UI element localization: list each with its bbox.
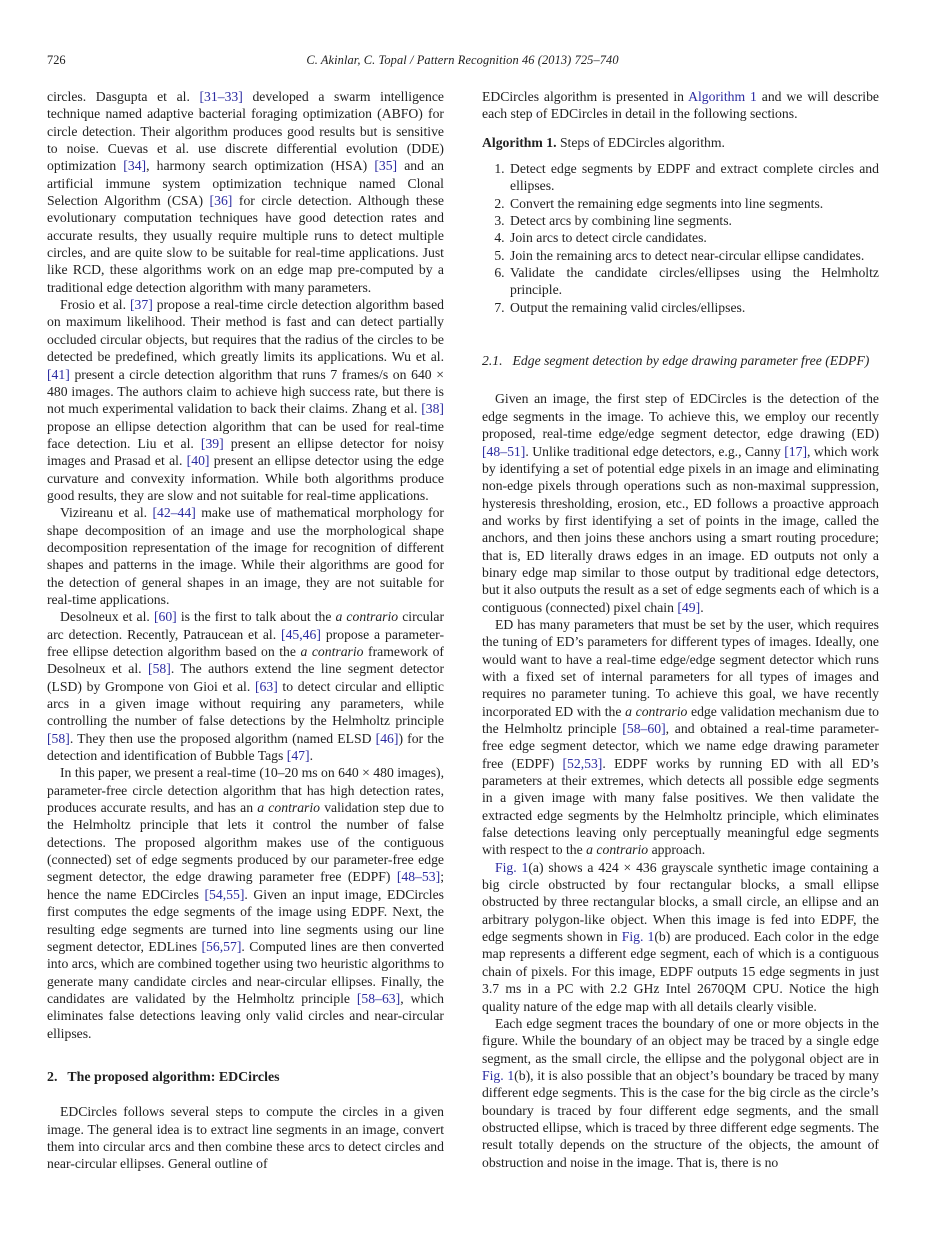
algorithm-step: 1. Detect edge segments by EDPF and extract complete circles and ellipses. <box>508 160 879 195</box>
citation-link[interactable]: [41] <box>47 366 70 382</box>
paragraph: Given an image, the first step of EDCircles is the detection of the edge segments in the image. To achieve this, we employ our recently proposed, real-time edge/edge segment detector, edge drawing (ED) [48–51]. Unlike traditional edge detectors, e.g., Canny [17], which work by identifying a set of potential edge pixels in an image and eliminating non-edge pixels through operations such as non-maximal suppression, hysteresis thresholding, erosion, etc., ED follows a proactive approach and works by first identifying a set of points in the image, called the anchors, and then joins these anchors using a smart routing procedure; that is, ED literally draws edges in an image. ED outputs not only a binary edge map similar to those output by traditional edge detectors, but it also outputs the result as a set of edge segments each of which is a contiguous (connected) pixel chain [49]. <box>482 391 879 615</box>
algorithm-ref-link[interactable]: Algorithm 1 <box>688 89 757 104</box>
paragraph: EDCircles follows several steps to compute the circles in a given image. The general idea is to extract line segments in an image, convert them into circular arcs and then combine these arcs to detect circles and near-circular ellipses. General outline of <box>47 1104 444 1172</box>
paragraph: Frosio et al. [37] propose a real-time circle detection algorithm based on maximum likelihood. Their method is fast and can detect partially occluded circular objects, but requires that the radius of the circles to be detected be predefined, which greatly limits its applications. Wu et al. [41] present a circle detection algorithm that runs 7 frames/s on 640 × 480 images. The authors claim to achieve high success rate, but there is not much experimental validation to back their claims. Zhang et al. [38] propose an ellipse detection algorithm that can be used for real-time face detection. Liu et al. [39] present an ellipse detector for noisy images and Prasad et al. [40] present an ellipse detector using the edge curvature and convexity information. While both algorithms produce good results, they are slow and not suitable for real-time applications. <box>47 297 444 503</box>
paragraph: Fig. 1(a) shows a 424 × 436 grayscale synthetic image containing a big circle obstructed by four rectangular blocks, a small ellipse obstructed by three rectangular blocks, a small circle, an ellipse and an arbitrary polygon-like object. When this image is fed into EDPF, the edge segments shown in Fig. 1(b) are produced. Each color in the edge map represents a different edge segment, each of which is a contiguous chain of pixels. For this image, EDPF outputs 15 edge segments in just 3.7 ms in a PC with 2.2 GHz Intel 2670QM CPU. Notice the high quality nature of the edge map with all details clearly visible. <box>482 859 880 1014</box>
emphasis-text: a contrario <box>335 609 399 625</box>
page-number: 726 <box>47 53 66 67</box>
paragraph: Desolneux et al. [60] is the first to talk about the a contrario circular arc detection. Recently, Patraucean et al. [45,46] propose a parameter-free ellipse detection algorithm based on the a contrario framework of Desolneux et al. [58]. The authors extend the line segment detector (LSD) by Grompone von Gioi et al. [63] to detect circular and elliptic arcs in a given image without requiring any parameters, while controlling the number of false detections by the Helmholtz principle [58]. They then use the proposed algorithm (named ELSD [46]) for the detection and identification of Bubble Tags [47]. <box>47 609 445 764</box>
left-column <box>47 88 444 1173</box>
paragraph: ED has many parameters that must be set by the user, which requires the tuning of ED’s parameters for different types of images. Ideally, one would want to have a real-time edge/edge segment detector which runs with a fixed set of internal parameters for all types of images and requires no parameter tuning. To achieve this goal, we have recently incorporated ED with the a contrario edge validation mechanism due to the Helmholtz principle [58–60], and obtained a real-time parameter-free edge segment detector, which we name edge drawing parameter free (EDPF) [52,53]. EDPF works by running ED with all ED’s parameters at their extremes, which detects all possible edge segments in a given image with many false positives. We then validate the extracted edge segments by the Helmholtz principle, which eliminates false detections leaving only perceptually meaningful edge segments with respect to the a contrario approach. <box>482 616 879 858</box>
subsection-title: Edge segment detection by edge drawing parameter free (EDPF) <box>512 353 870 369</box>
subsection-heading <box>482 352 879 369</box>
subsection-number: 2.1. <box>482 353 503 369</box>
paragraph: Each edge segment traces the boundary of one or more objects in the figure. While the boundary of an object may be traced by a single edge segment, as the small circle, the ellipse and the polygonal object are in Fig. 1(b), it is also possible that an object’s boundary be traced by many different edge segments. This is the case for the big circle as the circle’s boundary is traced by four different edge segments, and the small obstructed ellipse, which is traced by three different edge segments. The result totally depends on the structure of the objects, the amount of obstruction and noise in the image. That is, there is no <box>482 1015 879 1170</box>
section-heading <box>47 1069 444 1086</box>
emphasis-text: a contrario <box>257 800 321 816</box>
algorithm-steps-list <box>482 160 879 316</box>
citation-link[interactable]: [46] <box>375 730 399 746</box>
emphasis-text: a contrario <box>625 703 688 719</box>
citation-link[interactable]: [39] <box>200 435 224 451</box>
paragraph: Vizireanu et al. [42–44] make use of mathematical morphology for shape decomposition of an image and use the morphological shape decomposition representation of the image for recognition of different shapes and patterns in the image. While their algorithms are good for the detection of general shapes in an image, they are not suitable for real-time applications. <box>47 505 444 607</box>
bold-label: Algorithm 1. <box>482 134 557 150</box>
citation-link[interactable]: [45,46] <box>281 626 321 642</box>
citation-link[interactable]: [34] <box>123 158 147 174</box>
running-head: C. Akinlar, C. Topal / Pattern Recognition 46 (2013) 725–740 <box>306 53 619 67</box>
section-number: 2. <box>47 1069 58 1085</box>
algorithm-step: 2. Convert the remaining edge segments into line segments. <box>508 195 879 212</box>
figure-ref-link[interactable]: Fig. 1 <box>482 1067 515 1083</box>
citation-link[interactable]: [60] <box>153 609 177 625</box>
citation-link[interactable]: [48–51] <box>482 443 526 459</box>
citation-link[interactable]: [40] <box>186 453 210 469</box>
algorithm-step: 5. Join the remaining arcs to detect near-circular ellipse candidates. <box>508 247 879 264</box>
citation-link[interactable]: [56,57] <box>201 938 242 954</box>
citation-link[interactable]: [31–33] <box>199 89 243 104</box>
citation-link[interactable]: [63] <box>254 678 278 694</box>
right-column <box>482 88 879 1173</box>
algorithm-caption: Algorithm 1. Steps of EDCircles algorithm. <box>482 134 725 150</box>
citation-link[interactable]: [35] <box>374 158 398 174</box>
emphasis-text: a contrario <box>586 842 649 858</box>
algorithm-step: 3. Detect arcs by combining line segments. <box>508 212 879 229</box>
two-column-body <box>47 88 879 1173</box>
citation-link[interactable]: [37] <box>129 297 153 313</box>
citation-link[interactable]: [58–60] <box>622 721 666 736</box>
citation-link[interactable]: [54,55] <box>204 886 245 902</box>
citation-link[interactable]: [48–53] <box>396 869 441 885</box>
section-title: The proposed algorithm: EDCircles <box>67 1069 280 1085</box>
citation-link[interactable]: [52,53] <box>562 755 603 771</box>
citation-link[interactable]: [36] <box>209 193 233 209</box>
figure-ref-link[interactable]: Fig. 1 <box>621 929 655 945</box>
citation-link[interactable]: [58] <box>47 730 70 746</box>
algorithm-step: 7. Output the remaining valid circles/ellipses. <box>508 299 879 316</box>
citation-link[interactable]: [47] <box>286 748 310 764</box>
emphasis-text: a contrario <box>300 644 364 659</box>
citation-link[interactable]: [38] <box>421 401 444 417</box>
citation-link[interactable]: [49] <box>677 599 701 615</box>
algorithm-step: 6. Validate the candidate circles/ellipses using the Helmholtz principle. <box>508 264 879 299</box>
paragraph: In this paper, we present a real-time (10–20 ms on 640 × 480 images), parameter-free circle detection algorithm that has high detection rates, produces accurate results, and has an a contrario validation step due to the Helmholtz principle that lets it control the number of false detections. The proposed algorithm makes use of the contiguous (connected) set of edge segments produced by our parameter-free edge segment detector, the edge drawing parameter free (EDPF) [48–53]; hence the name EDCircles [54,55]. Given an input image, EDCircles first computes the edge segments of the image using EDPF. Next, the resulting edge segments are turned into line segments using our line segment detector, EDLines [56,57]. Computed lines are then converted into arcs, which are combined together using two heuristic algorithms to generate many candidate circles and near-circular ellipses. Finally, the candidates are validated by the Helmholtz principle [58–63], which eliminates false detections leaving only valid circles and near-circular ellipses. <box>47 765 444 1041</box>
citation-link[interactable]: [42–44] <box>152 505 196 521</box>
citation-link[interactable]: [17] <box>784 443 808 459</box>
paragraph: EDCircles algorithm is presented in Algorithm 1 and we will describe each step of EDCircles in detail in the following sections. <box>482 89 880 122</box>
citation-link[interactable]: [58–63] <box>356 990 401 1006</box>
figure-ref-link[interactable]: Fig. 1 <box>495 859 529 875</box>
paragraph: circles. Dasgupta et al. [31–33] developed a swarm intelligence technique named adaptive bacterial foraging optimization (ABFO) for circle detection. Their algorithm produces good results but is sensitive to noise. Cuevas et al. use discrete differential evolution (DDE) optimization [34], harmony search optimization (HSA) [35] and an artificial immune system optimization technique named Clonal Selection Algorithm (CSA) [36] for circle detection. Although these evolutionary computation techniques have good detection rates and accurate results, they usually require multiple runs to detect multiple circles, and are quite slow to be suitable for real-time applications. Just like RCD, these algorithms work on an edge map pre-computed by a traditional edge detection algorithm with many parameters. <box>47 89 445 295</box>
page-header <box>47 52 878 68</box>
algorithm-step: 4. Join arcs to detect circle candidates. <box>508 229 879 246</box>
citation-link[interactable]: [58] <box>148 661 171 677</box>
